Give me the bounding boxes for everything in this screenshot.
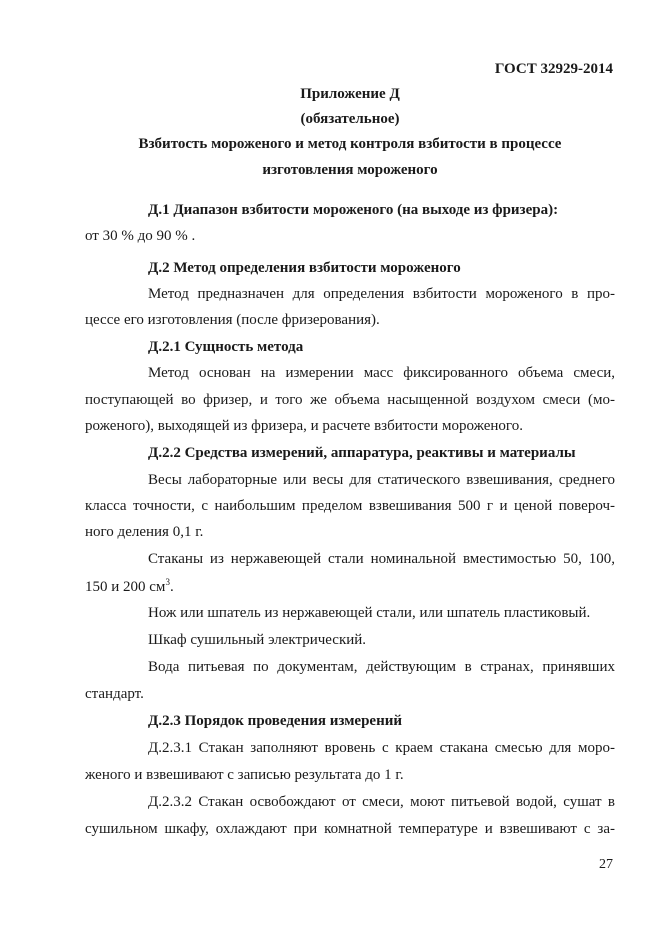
section-d1-heading: Д.1 Диапазон взбитости мороженого (на выходе из фризера): bbox=[148, 202, 559, 218]
appendix-title: Приложение Д bbox=[300, 86, 400, 102]
section-d22-p5-line2: стандарт. bbox=[85, 686, 144, 702]
section-d22-p1-line3: ного деления 0,1 г. bbox=[85, 524, 204, 540]
appendix-heading-line1: Взбитость мороженого и метод контроля взбитости в процессе bbox=[138, 136, 562, 152]
page-number: 27 bbox=[599, 857, 613, 872]
section-d2-heading: Д.2 Метод определения взбитости мороженого bbox=[148, 260, 461, 276]
section-d21-line1: Метод основан на измерении масс фиксированного объема смеси, bbox=[148, 365, 615, 381]
section-d2-line2: цессе его изготовления (после фризерования). bbox=[85, 312, 380, 328]
appendix-status: (обязательное) bbox=[300, 111, 400, 127]
section-d23-p2-line2: сушильном шкафу, охлаждают при комнатной температуре и взвешивают с за- bbox=[85, 821, 615, 837]
section-d23-heading: Д.2.3 Порядок проведения измерений bbox=[148, 713, 403, 729]
section-d23-p1-line1: Д.2.3.1 Стакан заполняют вровень с краем стакана смесью для моро- bbox=[148, 740, 615, 756]
section-d22-p1-line2: класса точности, с наибольшим пределом взвешивания 500 г и ценой повероч- bbox=[85, 498, 615, 514]
superscript-3: 3 bbox=[165, 577, 170, 587]
section-d22-p1-line1: Весы лабораторные или весы для статического взвешивания, среднего bbox=[148, 472, 615, 488]
standard-number: ГОСТ 32929-2014 bbox=[494, 61, 613, 77]
section-d21-line3: роженого), выходящей из фризера, и расчете взбитости мороженого. bbox=[85, 418, 523, 434]
section-d2-line1: Метод предназначен для определения взбитости мороженого в про- bbox=[148, 286, 615, 302]
section-d22-p3: Нож или шпатель из нержавеющей стали, или шпатель пластиковый. bbox=[148, 605, 591, 621]
section-d22-p2-line1: Стаканы из нержавеющей стали номинальной вместимостью 50, 100, bbox=[148, 551, 615, 567]
section-d1-text: от 30 % до 90 % . bbox=[85, 228, 196, 244]
appendix-heading-line2: изготовления мороженого bbox=[262, 162, 438, 178]
section-d22-heading: Д.2.2 Средства измерений, аппаратура, реактивы и материалы bbox=[148, 445, 576, 461]
section-d22-p5-line1: Вода питьевая по документам, действующим в странах, принявших bbox=[148, 659, 615, 675]
section-d21-line2: поступающей во фризер, и того же объема насыщенной воздухом смеси (мо- bbox=[85, 392, 615, 408]
section-d22-p4: Шкаф сушильный электрический. bbox=[148, 632, 367, 648]
section-d21-heading: Д.2.1 Сущность метода bbox=[148, 339, 304, 355]
section-d22-p2-line2: 150 и 200 $см^3$. bbox=[85, 577, 174, 595]
section-d23-p1-line2: женого и взвешивают с записью результата до 1 г. bbox=[85, 767, 404, 783]
section-d23-p2-line1: Д.2.3.2 Стакан освобождают от смеси, моют питьевой водой, сушат в bbox=[148, 794, 615, 810]
